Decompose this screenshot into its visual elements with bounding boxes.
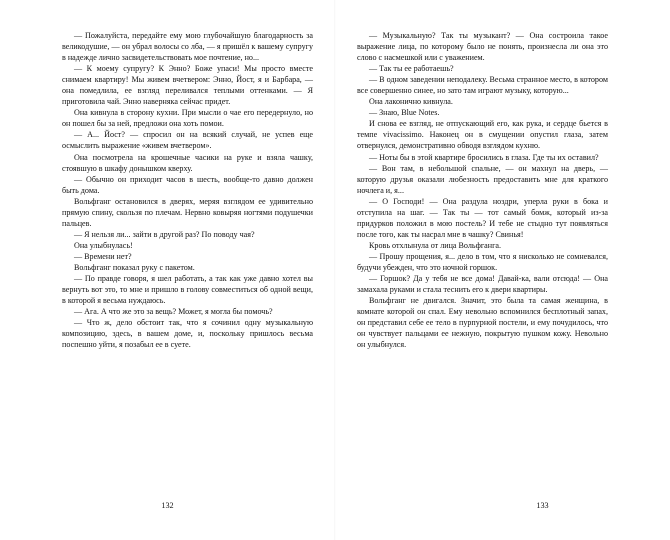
- paragraph: Кровь отхлынула от лица Вольфганга.: [369, 240, 502, 250]
- paragraph: — Прошу прощения, я... дело в том, что я нисколько не сомневался, будучи убежден, что это ночной горшок.: [357, 251, 608, 272]
- paragraph: — Обычно он приходит часов в шесть, вообще-то давно должен быть дома.: [62, 174, 313, 195]
- paragraph: Вольфганг показал руку с пакетом.: [74, 262, 195, 272]
- paragraph: Она кивнула в сторону кухни. При мысли о чае его передернуло, но он пошел бы за ней, предложи она хоть помои.: [62, 108, 313, 129]
- paragraph: Вольфганг не двигался. Значит, это была та самая женщина, в комнате которой он спал. Ему невольно вспомнился бесплотный запах, он представил себе ее тело в пурпурной постели, и ему почудилось, что он чувствует пальцами ее нежную, покрытую пушком кожу. Невольно он улыбнулся.: [357, 296, 608, 350]
- paragraph: — По правде говоря, я шел работать, а так как уже давно хотел вы вернуть вот это, то мне и пришло в голову совместиться об одной вещи, в которой я весьма нуждаюсь.: [62, 274, 313, 306]
- paragraph: — Вон там, в небольшой спальне, — он махнул на дверь, — которую друзья оказали любезность предоставить мне для краткого ночлега и, я...: [357, 163, 608, 195]
- right-page-text-column: [357, 30, 608, 350]
- paragraph: — Что ж, дело обстоит так, что я сочинил одну музыкальную композицию, здесь, в вашем доме, и, поскольку пришлось весьма поспешно уйти, я позабыл ее в суете.: [62, 318, 313, 350]
- paragraph: — Горшок? Да у тебя не все дома! Давай-ка, вали отсюда! — Она замахала руками и стала теснить его к двери квартиры.: [357, 274, 608, 295]
- paragraph: И снова ее взгляд, не отпускающий его, как рука, и сердце бьется в темпе vivacissimo. Наконец он в смущении опустил глаза, затем отвернулся, демонстративно обводя взглядом кухню.: [357, 119, 608, 151]
- paragraph: — Ноты бы в этой квартире бросились в глаза. Где ты их оставил?: [369, 152, 599, 162]
- paragraph: — Я нельзя ли... зайти в другой раз? По поводу чая?: [74, 229, 255, 239]
- paragraph: — В одном заведении неподалеку. Весьма странное место, в котором все совершенно синее, но зато там играют музыку, которую...: [357, 75, 608, 96]
- paragraph: — Так ты ее работаешь?: [369, 64, 454, 74]
- paragraph: — Пожалуйста, передайте ему мою глубочайшую благодарность за великодушие, — он убрал волосы со лба, — я пришёл к вашему супругу в надежде лично засвидетельствовать мое почтение, но...: [62, 31, 313, 63]
- page-number-right: 133: [536, 501, 549, 510]
- paragraph: — Знаю, Blue Notes.: [369, 108, 440, 118]
- paragraph: — Музыкальную? Так ты музыкант? — Она состроила такое выражение лица, по которому было не понять, произнесла ли она это слово с насмешкой или с уважением.: [357, 31, 608, 63]
- paragraph: — А... Йост? — спросил он на всякий случай, не успев еще осмыслить выражение «живем вчетвером».: [62, 130, 313, 151]
- paragraph: Она улыбнулась!: [74, 240, 133, 250]
- right-page: [335, 0, 670, 540]
- paragraph: Она посмотрела на крошечные часики на руке и взяла чашку, стоявшую в шкафу донышком кверху.: [62, 152, 313, 173]
- paragraph: — О Господи! — Она раздула ноздри, уперла руки в бока и отступила на шаг. — Так ты — тот самый бомж, который из-за придурков положил в мою постель? И тебе не стыдно тут появляться после того, как ты насрал мне в чашку? Свинья!: [357, 196, 608, 239]
- paragraph: — Ага. А что же это за вещь? Может, я могла бы помочь?: [74, 307, 273, 317]
- paragraph: — К моему супругу? К Энно? Боже упаси! Мы просто вместе снимаем квартиру! Мы живем вчетвером: Энно, Йост, я и Барбара, — она помедлила, ее взгляд переливался теплыми оттенками. — Я приготовила чай. Энно наверняка сейчас придет.: [62, 64, 313, 107]
- paragraph: — Времени нет?: [74, 251, 132, 261]
- paragraph: Вольфганг остановился в дверях, меряя взглядом ее удивительно прямую спину, скользя по плечам. Нервно ковыряя ногтями подушечки пальцев.: [62, 196, 313, 228]
- page-number-left: 132: [161, 501, 174, 510]
- left-page-text-column: [62, 30, 313, 350]
- paragraph: Она лаконично кивнула.: [369, 97, 453, 107]
